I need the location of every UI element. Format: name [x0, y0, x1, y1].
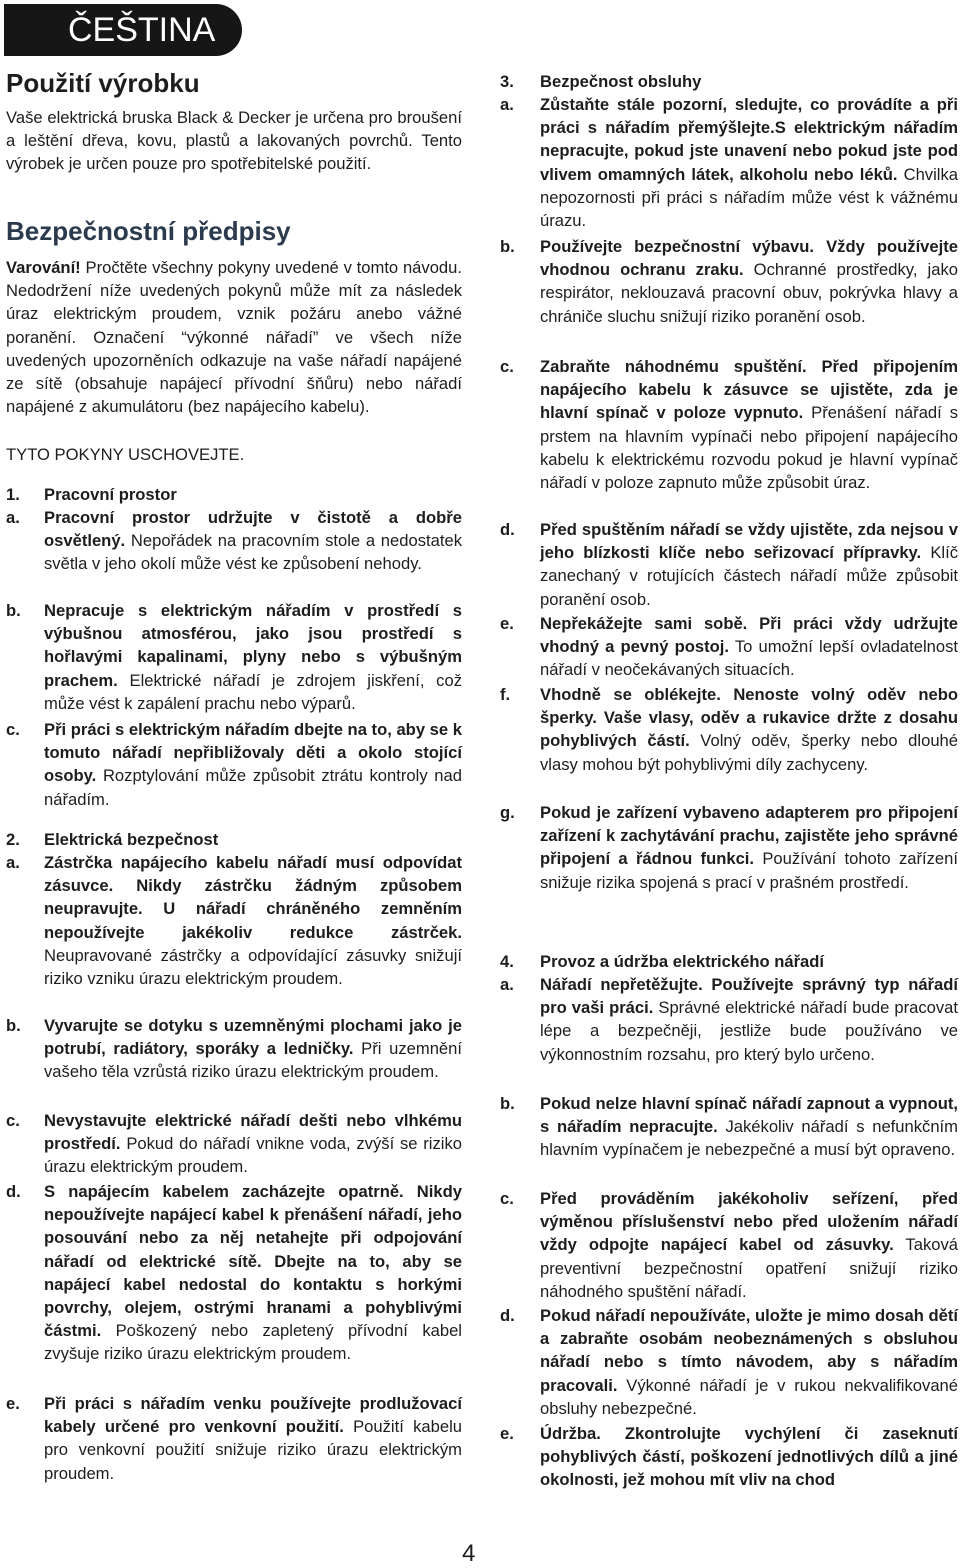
title-product-use: Použití výrobku: [6, 68, 200, 98]
page-number: 4: [462, 1540, 476, 1567]
warning-text: Pročtěte všechny pokyny uvedené v tomto návodu. Nedodržení níže uvedených pokynů může mít za následek úraz elektrickým proudem, vznik požáru anebo vážné poranění. Označení “výkonné nářadí” ve všech níže uvedených upozorněních odkazuje na vaše nářadí napájené ze sítě (obsahuje napájecí přívodní šňůru) nebo nářadí napájené z akumulátoru (bez napájecího kabelu).: [6, 258, 462, 417]
warning-paragraph: [6, 256, 462, 418]
language-tab: ČEŠTINA: [4, 4, 242, 56]
product-use-text: Vaše elektrická bruska Black & Decker je určena pro broušení a leštění dřeva, kovu, plastů a lakovaných povrchů. Tento výrobek je určen pouze pro spotřebitelské použití.: [6, 108, 462, 174]
warning-label: Varování!: [6, 258, 81, 277]
keep-instructions: TYTO POKYNY USCHOVEJTE.: [6, 445, 245, 464]
title-safety-rules: Bezpečnostní předpisy: [6, 216, 291, 246]
